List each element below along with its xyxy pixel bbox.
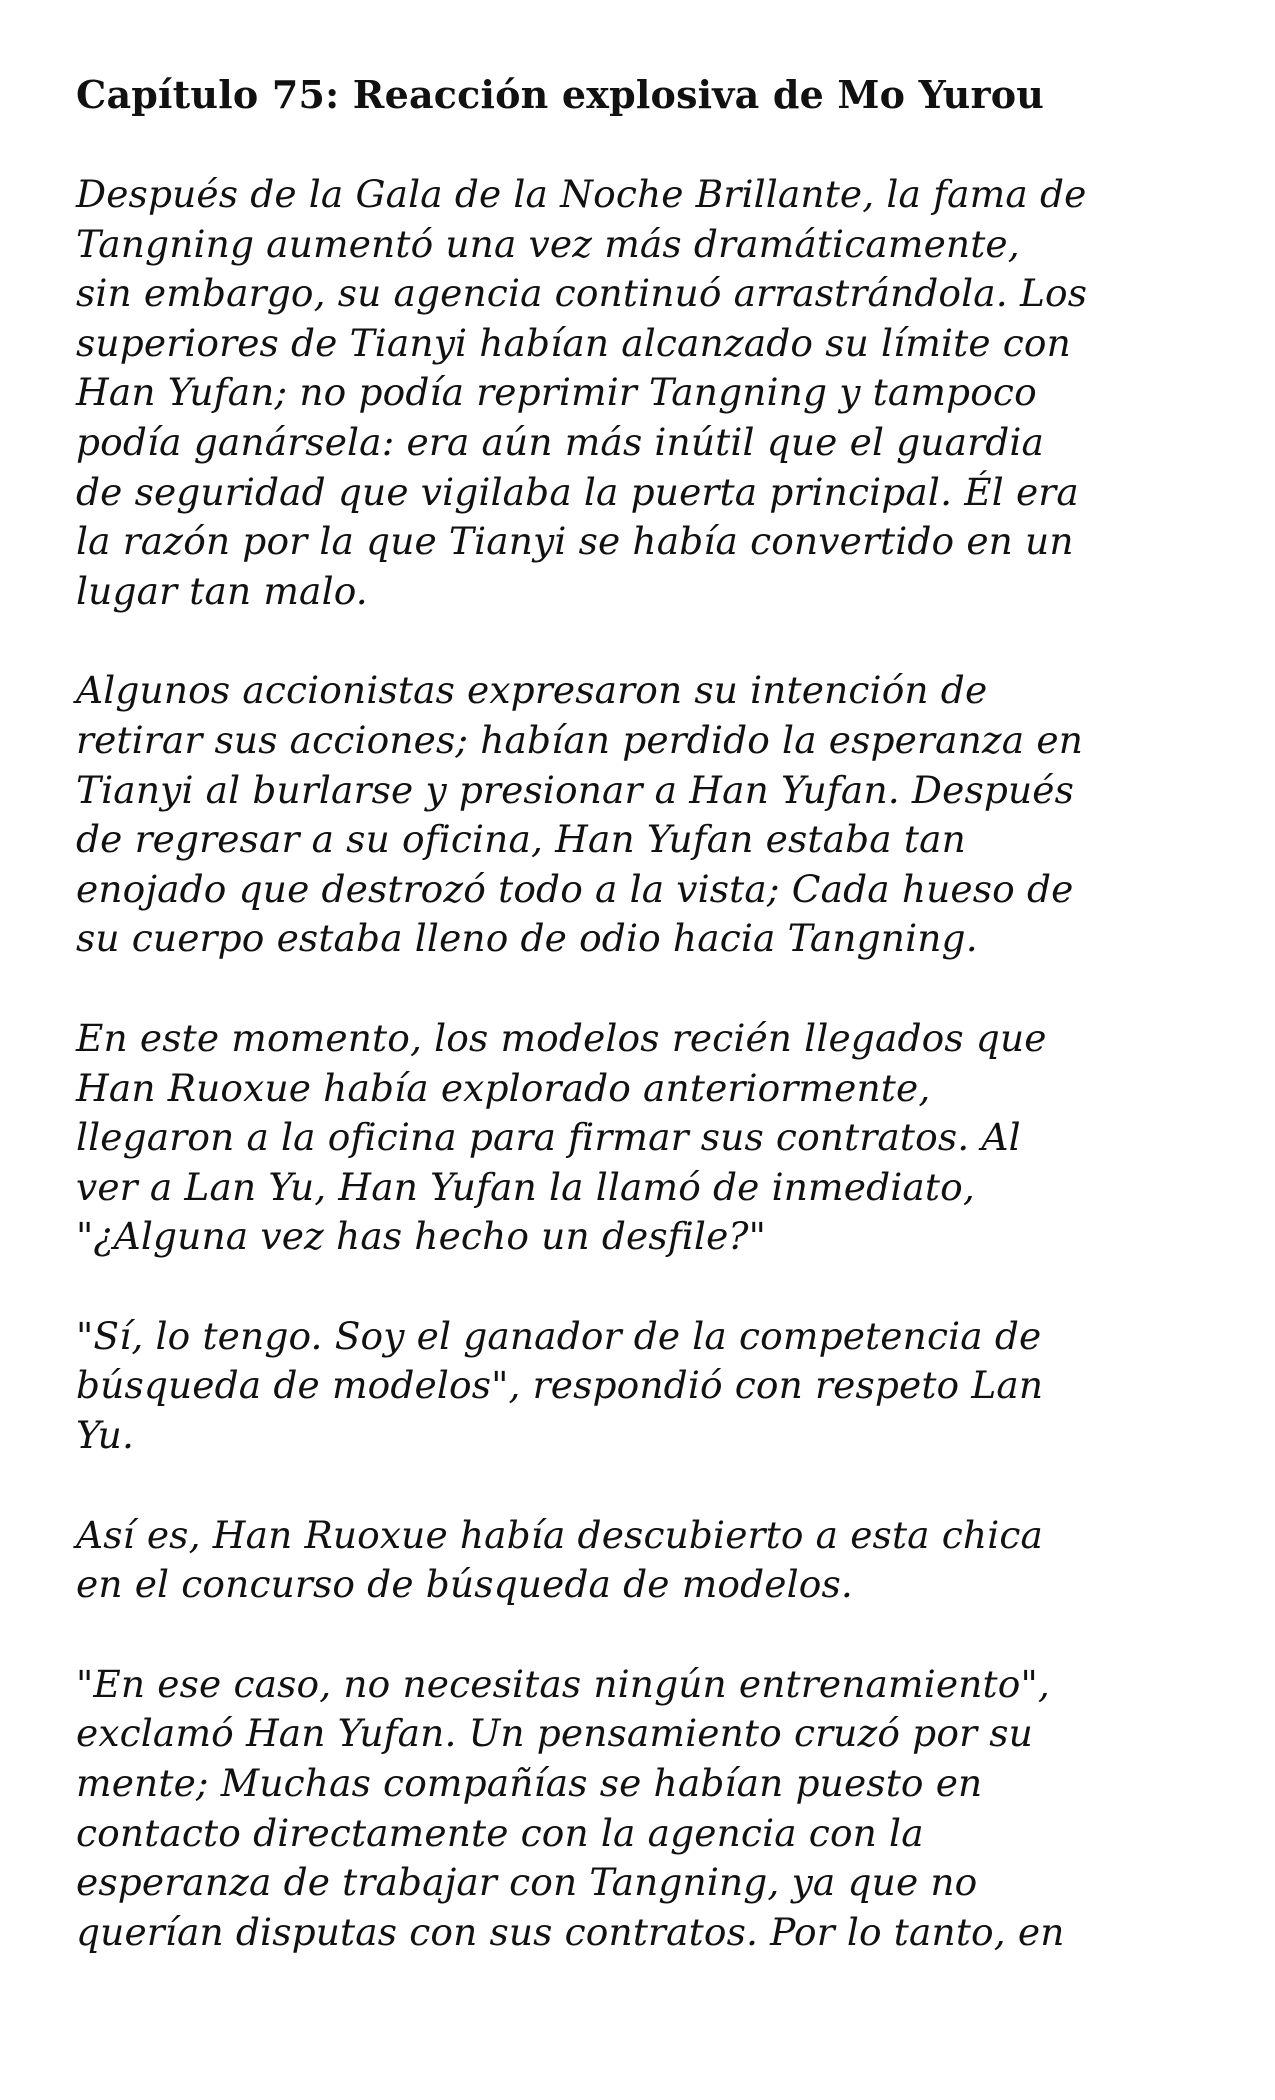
text-line: esperanza de trabajar con Tangning, ya que no xyxy=(76,1860,978,1905)
text-line: Han Yufan; no podía reprimir Tangning y tampoco xyxy=(76,370,1037,415)
text-line: enojado que destrozó todo a la vista; Cada hueso de xyxy=(76,866,1074,911)
text-line: su cuerpo estaba lleno de odio hacia Tangning. xyxy=(76,916,978,961)
text-line: búsqueda de modelos", respondió con respeto Lan xyxy=(76,1363,1044,1408)
paragraph-4 xyxy=(76,1312,1206,1461)
text-line: Algunos accionistas expresaron su intención de xyxy=(76,668,988,713)
paragraph-1 xyxy=(76,170,1206,616)
text-line: retirar sus acciones; habían perdido la esperanza en xyxy=(76,717,1084,762)
text-line: mente; Muchas compañías se habían puesto en xyxy=(76,1761,983,1806)
text-line: En este momento, los modelos recién llegados que xyxy=(76,1015,1047,1060)
chapter-title: Capítulo 75: Reacción explosiva de Mo Yurou xyxy=(76,72,1045,117)
text-line: "En ese caso, no necesitas ningún entrenamiento", xyxy=(76,1661,1050,1706)
text-line: superiores de Tianyi habían alcanzado su límite con xyxy=(76,320,1071,365)
text-line: ver a Lan Yu, Han Yufan la llamó de inmediato, xyxy=(76,1164,975,1209)
text-line: podía ganársela: era aún más inútil que el guardia xyxy=(76,419,1044,464)
text-line: la razón por la que Tianyi se había convertido en un xyxy=(76,519,1074,564)
text-line: llegaron a la oficina para firmar sus contratos. Al xyxy=(76,1115,1021,1160)
text-line: Así es, Han Ruoxue había descubierto a esta chica xyxy=(76,1512,1044,1557)
text-line: Yu. xyxy=(76,1413,135,1458)
text-line: Tianyi al burlarse y presionar a Han Yufan. Después xyxy=(76,767,1075,812)
text-line: contacto directamente con la agencia con la xyxy=(76,1810,924,1855)
text-line: sin embargo, su agencia continuó arrastrándola. Los xyxy=(76,271,1088,316)
chapter-page xyxy=(76,70,1206,2007)
text-line: lugar tan malo. xyxy=(76,568,368,613)
text-line: de seguridad que vigilaba la puerta principal. Él era xyxy=(76,469,1079,514)
text-line: de regresar a su oficina, Han Yufan estaba tan xyxy=(76,817,966,862)
paragraph-6 xyxy=(76,1660,1206,1958)
text-line: "Sí, lo tengo. Soy el ganador de la competencia de xyxy=(76,1313,1042,1358)
text-line: Han Ruoxue había explorado anteriormente, xyxy=(76,1065,931,1110)
paragraph-5 xyxy=(76,1511,1206,1610)
text-line: en el concurso de búsqueda de modelos. xyxy=(76,1562,853,1607)
text-line: querían disputas con sus contratos. Por lo tanto, en xyxy=(76,1909,1065,1954)
paragraph-3 xyxy=(76,1014,1206,1262)
text-line: Tangning aumentó una vez más dramáticamente, xyxy=(76,221,1020,266)
text-line: exclamó Han Yufan. Un pensamiento cruzó por su xyxy=(76,1711,1033,1756)
text-line: "¿Alguna vez has hecho un desfile?" xyxy=(76,1214,767,1259)
paragraph-2 xyxy=(76,666,1206,964)
text-line: Después de la Gala de la Noche Brillante, la fama de xyxy=(76,172,1087,216)
